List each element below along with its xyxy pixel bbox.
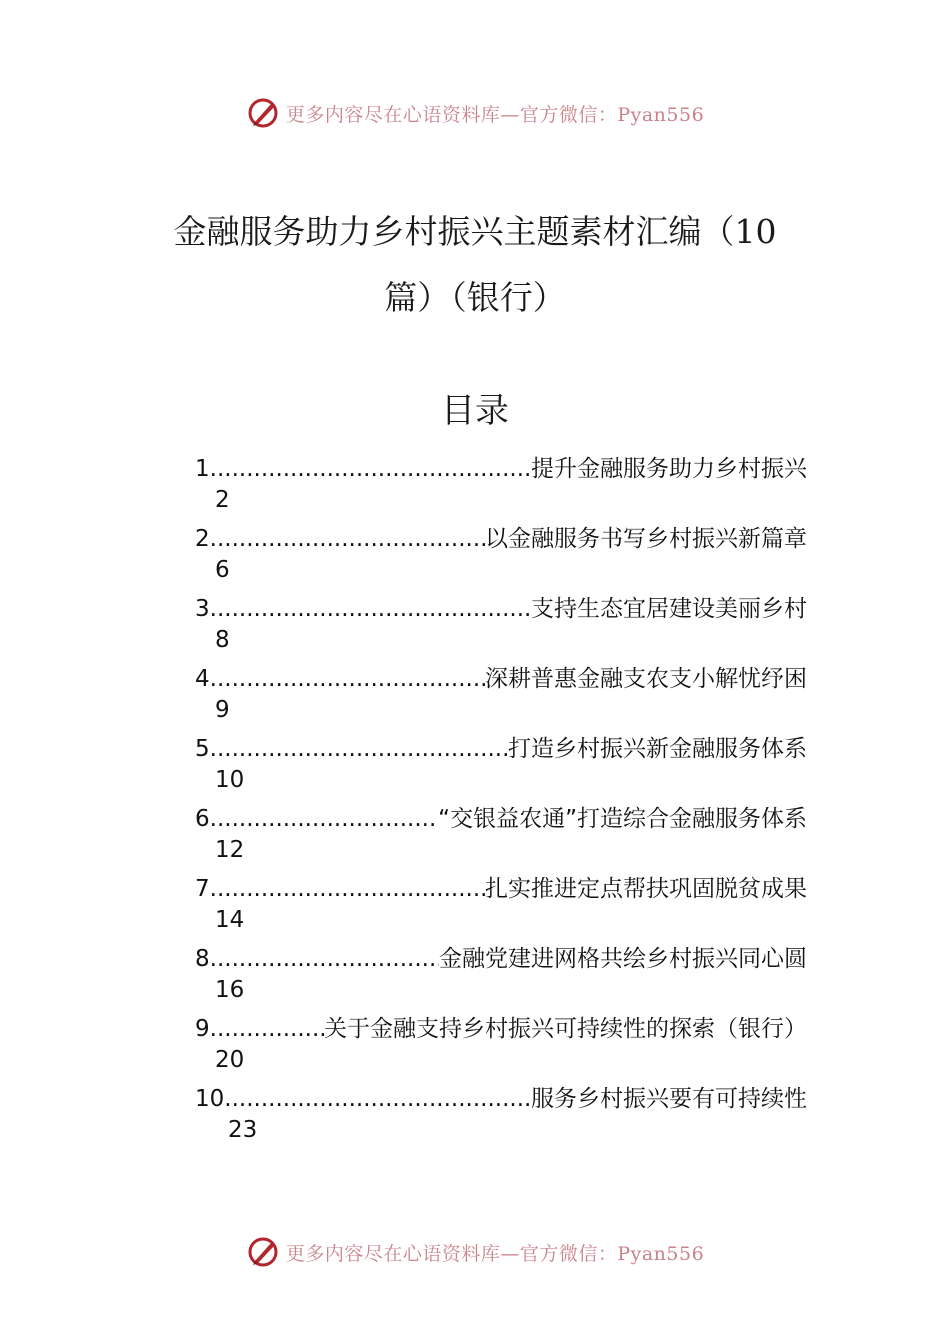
banner-text: 更多内容尽在心语资料库—官方微信：Pyan556 bbox=[285, 1242, 705, 1265]
pen-logo-icon bbox=[246, 1235, 280, 1269]
toc-entry-title: “交银益农通”打造综合金融服务体系 bbox=[438, 806, 807, 832]
toc-leader-dots bbox=[210, 942, 439, 976]
pen-logo-icon bbox=[246, 96, 280, 130]
toc-entry-title: 关于金融支持乡村振兴可持续性的探索（银行） bbox=[324, 1016, 807, 1042]
banner-text: 更多内容尽在心语资料库—官方微信：Pyan556 bbox=[285, 103, 705, 126]
toc-entry-number: 10 bbox=[195, 1086, 225, 1112]
toc-entry-number: 4 bbox=[195, 666, 210, 692]
toc-entry-page: 9 bbox=[215, 697, 230, 723]
toc-entry[interactable] bbox=[195, 732, 807, 802]
toc-entry-page: 8 bbox=[215, 627, 230, 653]
toc-entry-number: 7 bbox=[195, 876, 210, 902]
toc-leader-dots bbox=[210, 732, 508, 766]
toc-entry-page: 12 bbox=[215, 837, 245, 863]
toc-entry[interactable] bbox=[195, 802, 807, 872]
toc-entry[interactable] bbox=[195, 662, 807, 732]
toc-entry-page: 2 bbox=[215, 487, 230, 513]
toc-entry-page: 16 bbox=[215, 977, 245, 1003]
toc-leader-dots bbox=[210, 592, 531, 626]
toc-leader-dots bbox=[210, 452, 531, 486]
table-of-contents bbox=[195, 452, 807, 1152]
toc-entry[interactable] bbox=[195, 452, 807, 522]
toc-entry[interactable] bbox=[195, 592, 807, 662]
toc-entry-title: 打造乡村振兴新金融服务体系 bbox=[508, 736, 807, 762]
toc-entry[interactable] bbox=[195, 872, 807, 942]
toc-entry[interactable] bbox=[195, 942, 807, 1012]
footer-banner bbox=[0, 1232, 950, 1272]
toc-leader-dots bbox=[210, 1012, 324, 1046]
header-banner bbox=[0, 93, 950, 133]
toc-entry-title: 提升金融服务助力乡村振兴 bbox=[531, 456, 807, 482]
toc-leader-dots bbox=[210, 662, 485, 696]
document-title-line1: 金融服务助力乡村振兴主题素材汇编（10 bbox=[173, 212, 777, 251]
toc-entry-page: 10 bbox=[215, 767, 245, 793]
toc-entry[interactable] bbox=[195, 522, 807, 592]
toc-entry-page: 20 bbox=[215, 1047, 245, 1073]
toc-entry-title: 深耕普惠金融支农支小解忧纾困 bbox=[485, 666, 807, 692]
toc-entry-number: 9 bbox=[195, 1016, 210, 1042]
toc-entry-title: 以金融服务书写乡村振兴新篇章 bbox=[485, 526, 807, 552]
toc-entry-number: 3 bbox=[195, 596, 210, 622]
toc-entry-number: 6 bbox=[195, 806, 210, 832]
toc-entry-number: 1 bbox=[195, 456, 210, 482]
toc-leader-dots bbox=[224, 1082, 531, 1116]
toc-entry-title: 服务乡村振兴要有可持续性 bbox=[531, 1086, 807, 1112]
toc-entry-number: 8 bbox=[195, 946, 210, 972]
toc-leader-dots bbox=[210, 522, 485, 556]
toc-entry-page: 14 bbox=[215, 907, 245, 933]
toc-entry-title: 支持生态宜居建设美丽乡村 bbox=[531, 596, 807, 622]
toc-leader-dots bbox=[210, 872, 485, 906]
toc-entry-number: 5 bbox=[195, 736, 210, 762]
toc-leader-dots bbox=[210, 802, 439, 836]
document-title-line2: 篇）（银行） bbox=[384, 278, 566, 317]
toc-entry[interactable] bbox=[195, 1082, 807, 1152]
toc-entry[interactable] bbox=[195, 1012, 807, 1082]
toc-heading: 目录 bbox=[441, 391, 509, 431]
toc-entry-title: 金融党建进网格共绘乡村振兴同心圆 bbox=[439, 946, 807, 972]
toc-entry-number: 2 bbox=[195, 526, 210, 552]
toc-entry-title: 扎实推进定点帮扶巩固脱贫成果 bbox=[485, 876, 807, 902]
toc-entry-page: 23 bbox=[228, 1117, 258, 1143]
toc-entry-page: 6 bbox=[215, 557, 230, 583]
